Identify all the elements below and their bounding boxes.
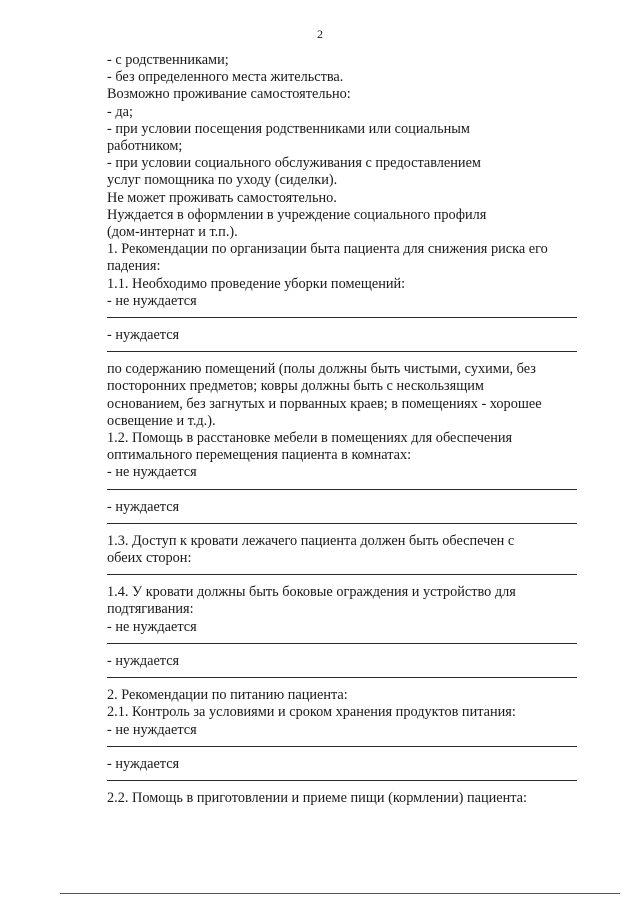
fill-in-line [107,574,577,575]
text-line: 2.1. Контроль за условиями и сроком хранения продуктов питания: [107,704,516,721]
text-line: обеих сторон: [107,550,192,567]
text-line: - нуждается [107,327,180,344]
text-line: 1.3. Доступ к кровати лежачего пациента должен быть обеспечен с [107,532,515,549]
text-line: - без определенного места жительства. [107,69,344,86]
text-line: - нуждается [107,498,180,515]
fill-in-line [107,489,577,490]
fill-in-line [107,643,577,644]
text-line: падения: [107,258,161,275]
text-line: - при условии посещения родственниками или социальным [107,120,470,137]
text-line: 2. Рекомендации по питанию пациента: [107,687,348,704]
text-line: освещение и т.д.). [107,412,216,429]
text-line: 2.2. Помощь в приготовлении и приеме пищи (кормлении) пациента: [107,789,527,806]
fill-in-line [107,746,577,747]
text-line: - не нуждается [107,292,197,309]
text-line: - не нуждается [107,721,197,738]
text-line: - не нуждается [107,618,197,635]
text-line: - с родственниками; [107,52,229,68]
text-line: Не может проживать самостоятельно. [107,189,337,206]
document-body [107,52,577,807]
text-line: посторонних предметов; ковры должны быть с нескользящим [107,378,484,395]
page-number: 2 [317,27,323,41]
text-line: по содержанию помещений (полы должны быть чистыми, сухими, без [107,361,536,378]
text-line: работником; [107,138,183,155]
text-line: оптимального перемещения пациента в комнатах: [107,447,412,464]
text-line: основанием, без загнутых и порванных краев; в помещениях - хорошее [107,395,542,412]
text-line: Возможно проживание самостоятельно: [107,86,351,103]
text-line: - не нуждается [107,464,197,481]
text-line: - нуждается [107,755,180,772]
text-line: услуг помощника по уходу (сиделки). [107,172,338,189]
text-line: - да; [107,103,133,120]
fill-in-line [107,351,577,352]
text-line: подтягивания: [107,601,194,618]
text-line: 1.4. У кровати должны быть боковые ограждения и устройство для [107,584,516,601]
fill-in-line [107,523,577,524]
fill-in-line [107,317,577,318]
text-line: 1.1. Необходимо проведение уборки помещений: [107,275,406,292]
fill-in-line [107,780,577,781]
fill-in-line [107,677,577,678]
text-line: - нуждается [107,652,180,669]
text-line: - при условии социального обслуживания с предоставлением [107,155,481,172]
text-line: (дом-интернат и т.п.). [107,224,238,241]
text-line: 1. Рекомендации по организации быта пациента для снижения риска его [107,241,548,258]
scan-edge-line [60,893,620,894]
text-line: Нуждается в оформлении в учреждение социального профиля [107,206,487,223]
text-line: 1.2. Помощь в расстановке мебели в помещениях для обеспечения [107,430,513,447]
